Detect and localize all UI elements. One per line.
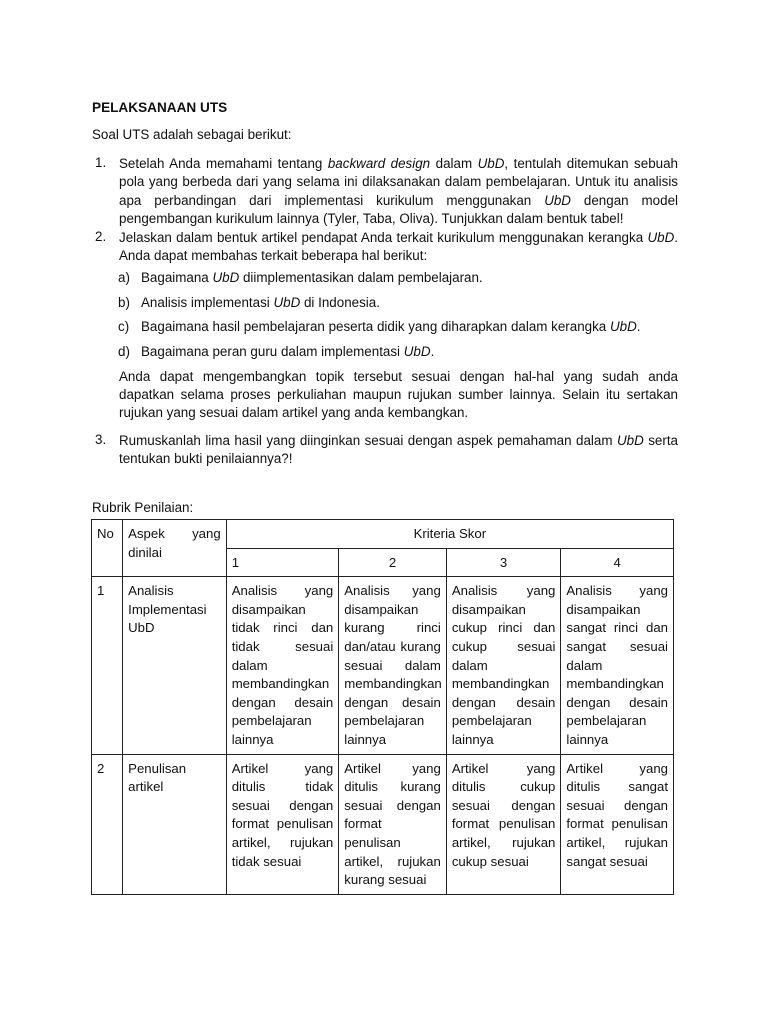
row-no: 1 — [92, 577, 123, 754]
sub-item-a: a) Bagaimana UbD diimplementasikan dalam pembelajaran. — [118, 270, 483, 285]
score-header: 1 — [226, 548, 339, 577]
intro-text: Soal UTS adalah sebagai berikut: — [92, 127, 292, 142]
section-title: PELAKSANAAN UTS — [92, 100, 228, 115]
score-header: 4 — [561, 548, 674, 577]
question-1 — [92, 155, 678, 229]
row-no: 2 — [92, 754, 123, 894]
header-kriteria: Kriteria Skor — [226, 520, 673, 549]
criteria-cell: Artikel yang ditulis kurang sesuai dengan format penulisan artikel, rujukan kurang sesuai — [339, 754, 447, 894]
criteria-cell: Analisis yang disampaikan cukup rinci dan cukup sesuai dalam membandingkan dengan desain pembelajaran lainnya — [446, 577, 561, 754]
header-aspek: Aspek yang dinilai — [123, 520, 227, 577]
table-header-row — [92, 520, 674, 549]
score-header: 2 — [339, 548, 447, 577]
score-header: 3 — [446, 548, 561, 577]
header-no: No — [92, 520, 123, 577]
sub-item-d: d) Bagaimana peran guru dalam implementasi UbD. — [118, 344, 435, 359]
criteria-cell: Artikel yang ditulis tidak sesuai dengan format penulisan artikel, rujukan tidak sesuai — [226, 754, 339, 894]
table-row — [92, 754, 674, 894]
row-aspek: Analisis Implementasi UbD — [123, 577, 227, 754]
question-2-paragraph: Anda dapat mengembangkan topik tersebut sesuai dengan hal-hal yang sudah anda dapatkan selama proses perkuliahan maupun rujukan sumber lainnya. Selain itu sertakan rujukan yang sesuai dalam artikel yang anda kembangkan. — [119, 369, 678, 421]
question-number: 3. — [95, 432, 107, 447]
question-number: 2. — [95, 229, 107, 244]
rubric-table — [91, 519, 674, 895]
sub-item-b: b) Analisis implementasi UbD di Indonesia. — [118, 295, 380, 310]
criteria-cell: Artikel yang ditulis cukup sesuai dengan format penulisan artikel, rujukan cukup sesuai — [446, 754, 561, 894]
rubric-title: Rubrik Penilaian: — [92, 500, 194, 515]
question-3 — [92, 432, 678, 469]
question-text: Jelaskan dalam bentuk artikel pendapat Anda terkait kurikulum menggunakan kerangka UbD. Anda dapat membahas terkait beberapa hal berikut: — [119, 230, 678, 264]
question-text: Rumuskanlah lima hasil yang diinginkan sesuai dengan aspek pemahaman dalam UbD serta tentukan bukti penilaiannya?! — [119, 433, 678, 467]
criteria-cell: Artikel yang ditulis sangat sesuai dengan format penulisan artikel, rujukan sangat sesuai — [561, 754, 674, 894]
table-row — [92, 577, 674, 754]
criteria-cell: Analisis yang disampaikan kurang rinci dan/atau kurang sesuai dalam membandingkan dengan desain pembelajaran lainnya — [339, 577, 447, 754]
criteria-cell: Analisis yang disampaikan sangat rinci dan sangat sesuai dalam membandingkan dengan desain pembelajaran lainnya — [561, 577, 674, 754]
question-2 — [92, 229, 678, 266]
sub-item-c: c) Bagaimana hasil pembelajaran peserta didik yang diharapkan dalam kerangka UbD. — [118, 319, 641, 334]
criteria-cell: Analisis yang disampaikan tidak rinci dan tidak sesuai dalam membandingkan dengan desain pembelajaran lainnya — [226, 577, 339, 754]
row-aspek: Penulisan artikel — [123, 754, 227, 894]
question-text: Setelah Anda memahami tentang backward design dalam UbD, tentulah ditemukan sebuah pola yang berbeda dari yang selama ini dilaksanakan dalam pembelajaran. Untuk itu analisis apa perbandingan dari implementasi kurikulum menggunakan UbD dengan model pengembangan kurikulum lainnya (Tyler, Taba, Oliva). Tunjukkan dalam bentuk tabel! — [119, 156, 678, 227]
question-number: 1. — [95, 155, 107, 170]
